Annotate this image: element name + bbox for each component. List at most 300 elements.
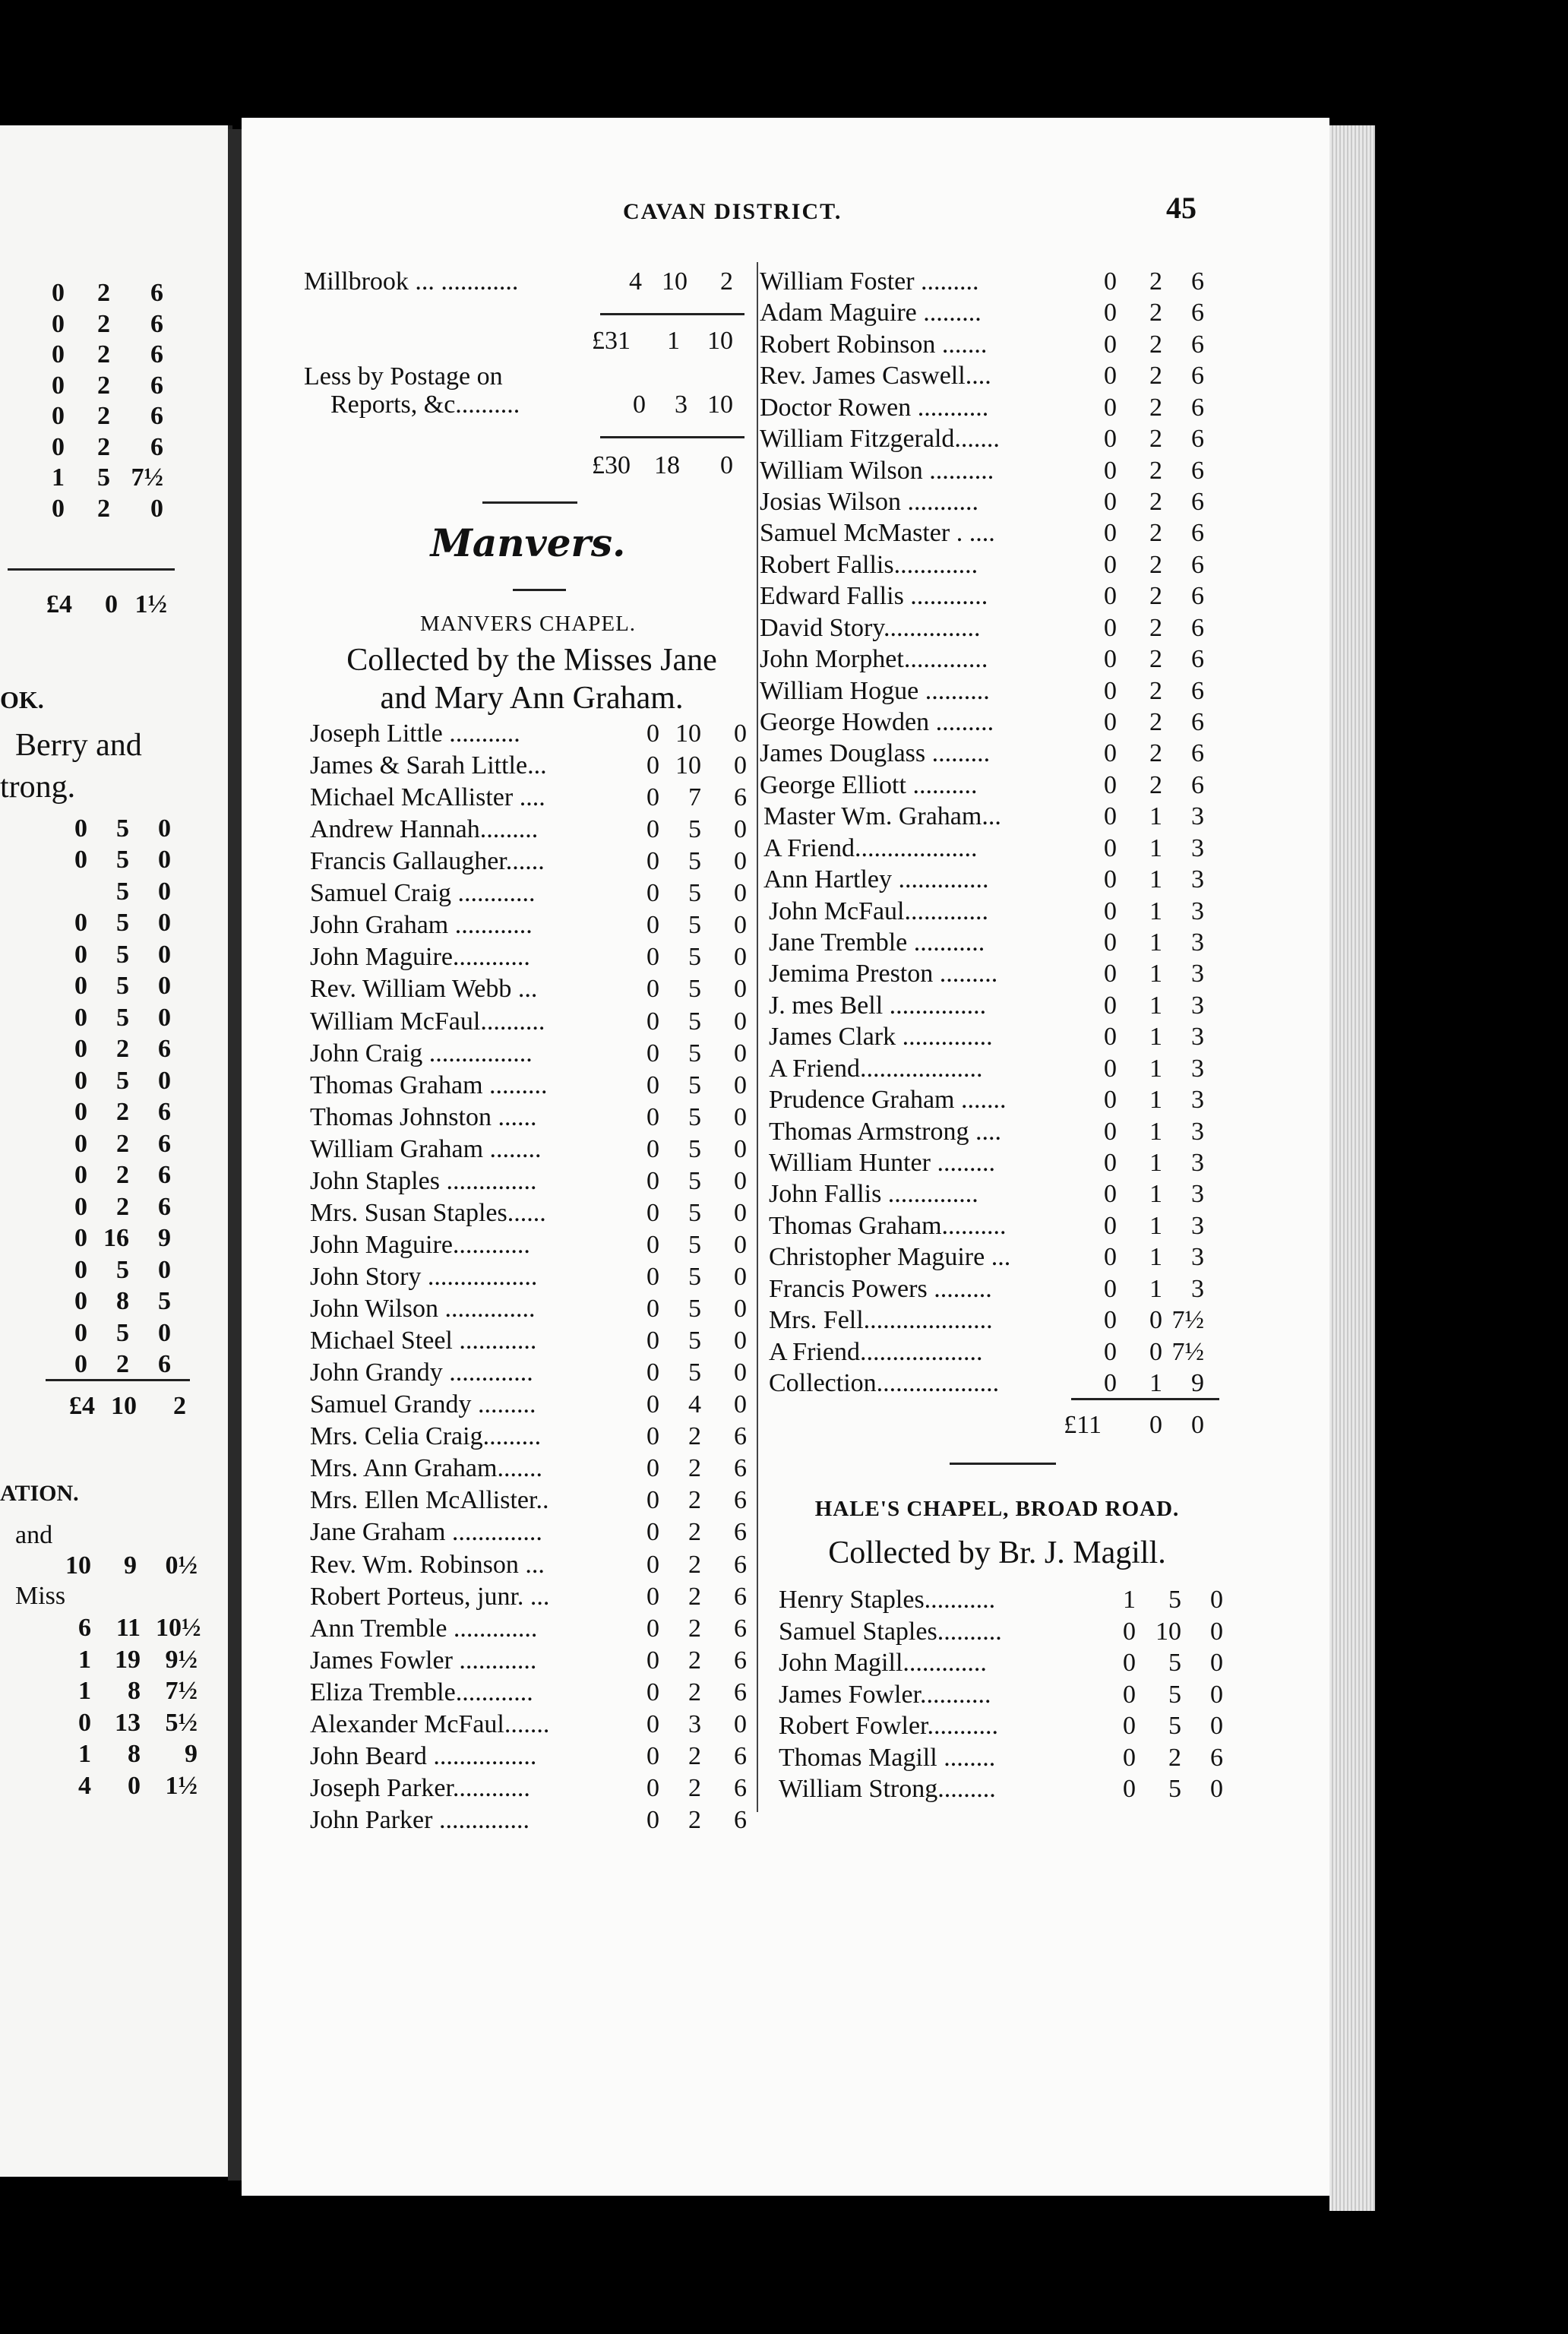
rule xyxy=(8,568,175,571)
amount: 0 xyxy=(1104,488,1117,516)
ledger-row xyxy=(760,517,1227,549)
amount: 0 xyxy=(646,1071,659,1099)
amount: 5 xyxy=(688,1102,701,1131)
ledger-row xyxy=(0,589,228,621)
ledger-row xyxy=(779,1679,1227,1711)
amount: 0 xyxy=(74,1255,87,1284)
amount: 0 xyxy=(646,847,659,876)
amount: 10 xyxy=(707,391,733,419)
ledger-row xyxy=(310,1677,758,1709)
amount: 0 xyxy=(734,1102,747,1131)
amount: 5 xyxy=(158,1287,171,1316)
amount: 0 xyxy=(646,1678,659,1706)
ledger-row xyxy=(769,1305,1227,1336)
amount: 0 xyxy=(52,309,65,338)
amount: 0 xyxy=(1123,1775,1136,1803)
entry-name: William Hogue .......... xyxy=(760,676,990,705)
entry-name: Rev. Wm. Robinson ... xyxy=(310,1550,545,1579)
amount: 0 xyxy=(74,1318,87,1347)
ledger-row xyxy=(0,1770,228,1802)
amount: 0 xyxy=(1210,1617,1223,1646)
entry-name: Joseph Parker............ xyxy=(310,1773,530,1802)
amount: 0 xyxy=(646,1039,659,1067)
entry-name: Thomas Graham.......... xyxy=(769,1211,1007,1240)
amount: 4 xyxy=(78,1771,91,1800)
amount: 0 xyxy=(1149,1337,1162,1366)
entry-name: Samuel Craig ............ xyxy=(310,879,536,908)
amount: 1 xyxy=(667,327,680,355)
amount: 5 xyxy=(1168,1775,1181,1803)
amount: 2 xyxy=(1149,676,1162,705)
amount: 10 xyxy=(111,1392,137,1420)
amount: 6 xyxy=(734,1550,747,1579)
amount: 3 xyxy=(1191,802,1204,831)
amount: 2 xyxy=(688,1582,701,1611)
ledger-row xyxy=(310,1357,758,1389)
entry-name: Thomas Johnston ...... xyxy=(310,1102,537,1131)
amount: 6 xyxy=(1191,362,1204,391)
entry-name: Mrs. Ellen McAllister.. xyxy=(310,1486,549,1515)
ledger-row xyxy=(769,1273,1227,1305)
amount: 5 xyxy=(688,879,701,908)
amount: 6 xyxy=(1191,739,1204,768)
amount: 3 xyxy=(1191,833,1204,862)
entry-name: Adam Maguire ......... xyxy=(760,299,982,327)
amount: 7½ xyxy=(1171,1337,1204,1366)
entry-name: William Fitzgerald....... xyxy=(760,425,1000,454)
amount: 10 xyxy=(1155,1617,1181,1646)
entry-name: John Story ................. xyxy=(310,1263,538,1291)
amount: 0 xyxy=(734,1327,747,1355)
amount: 2 xyxy=(1149,456,1162,485)
section-heading: Manvers. xyxy=(430,520,626,565)
amount: 0 xyxy=(52,340,65,368)
amount: 0 xyxy=(1104,833,1117,862)
amount: 0 xyxy=(1123,1712,1136,1740)
amount: 5 xyxy=(116,1066,129,1095)
amount: 0 xyxy=(646,751,659,780)
entry-name: Prudence Graham ....... xyxy=(769,1086,1007,1115)
amount: 10 xyxy=(675,751,701,780)
ledger-row xyxy=(769,1116,1227,1148)
amount: 0 xyxy=(74,972,87,1001)
amount: 2 xyxy=(1149,425,1162,454)
amount: 0 xyxy=(1104,645,1117,674)
amount: 0 xyxy=(646,1646,659,1675)
entry-name: Rev. William Webb ... xyxy=(310,975,538,1004)
amount: 19 xyxy=(115,1645,141,1674)
entry-name: J. mes Bell ............... xyxy=(769,991,987,1020)
amount: 9 xyxy=(158,1224,171,1253)
amount: 0 xyxy=(646,1741,659,1770)
entry-name: George Howden ......... xyxy=(760,708,994,736)
page-stack-edge xyxy=(1329,125,1375,2211)
ledger-row xyxy=(760,266,1227,298)
amount: 1 xyxy=(1149,1180,1162,1209)
amount: 0 xyxy=(158,1066,171,1095)
amount: 5 xyxy=(116,972,129,1001)
ledger-row xyxy=(310,1197,758,1229)
amount: 2 xyxy=(116,1035,129,1064)
ledger-row xyxy=(310,1134,758,1165)
amount: £4 xyxy=(46,590,72,618)
amount: 3 xyxy=(1191,960,1204,988)
amount: 0 xyxy=(646,815,659,844)
ledger-row xyxy=(760,549,1227,581)
amount: 0 xyxy=(646,943,659,972)
amount: 0 xyxy=(1104,393,1117,422)
amount: 0 xyxy=(1210,1649,1223,1677)
ledger-row xyxy=(779,1742,1227,1774)
ledger-row xyxy=(769,1178,1227,1210)
rule xyxy=(600,313,744,315)
ledger-row xyxy=(0,1128,228,1160)
ledger-row xyxy=(310,846,758,878)
amount: 3 xyxy=(1191,1180,1204,1209)
amount: 5 xyxy=(688,975,701,1004)
ledger-row xyxy=(310,1549,758,1581)
rule xyxy=(482,501,577,504)
amount: 5 xyxy=(1168,1649,1181,1677)
entry-name: Francis Powers ......... xyxy=(769,1274,992,1303)
ledger-row xyxy=(760,1409,1227,1441)
amount: 4 xyxy=(688,1390,701,1419)
amount: 0 xyxy=(128,1771,141,1800)
amount: 0 xyxy=(646,783,659,812)
amount: 0 xyxy=(734,751,747,780)
amount: 0 xyxy=(1104,897,1117,925)
amount: 2 xyxy=(688,1454,701,1483)
amount: 0 xyxy=(1104,1023,1117,1052)
amount: 0 xyxy=(74,846,87,874)
entry-name: Samuel McMaster . .... xyxy=(760,519,995,548)
entry-name: Thomas Magill ........ xyxy=(779,1743,996,1772)
entry-name: Michael McAllister .... xyxy=(310,783,545,812)
amount: 5 xyxy=(688,1134,701,1163)
amount: 5½ xyxy=(165,1708,198,1737)
ledger-row xyxy=(0,876,228,908)
ledger-row xyxy=(310,1325,758,1357)
amount: 2 xyxy=(116,1129,129,1158)
amount: 2 xyxy=(688,1486,701,1515)
entry-name: Doctor Rowen ........... xyxy=(760,393,989,422)
amount: 0 xyxy=(1104,425,1117,454)
ledger-row xyxy=(310,1070,758,1102)
ledger-row xyxy=(0,462,228,494)
entry-name: John Maguire............ xyxy=(310,943,530,972)
entry-name: A Friend................... xyxy=(763,833,978,862)
amount: 0 xyxy=(1104,1243,1117,1272)
ledger-row xyxy=(0,1191,228,1223)
amount: 9 xyxy=(185,1740,198,1768)
amount: 0 xyxy=(1104,676,1117,705)
amount: 2 xyxy=(1168,1743,1181,1772)
amount: 0 xyxy=(1104,770,1117,799)
amount: 0 xyxy=(734,1039,747,1067)
amount: 3 xyxy=(1191,991,1204,1020)
entry-name: Alexander McFaul....... xyxy=(310,1709,550,1738)
fragment: ATION. xyxy=(0,1481,79,1506)
amount: 5 xyxy=(116,814,129,843)
amount: 6 xyxy=(158,1035,171,1064)
entry-name: Mrs. Susan Staples...... xyxy=(310,1198,546,1227)
amount: 5 xyxy=(688,1263,701,1291)
ledger-row xyxy=(304,266,752,298)
entry-name: James Douglass ......... xyxy=(760,739,991,768)
ledger-row xyxy=(760,360,1227,392)
amount: 0 xyxy=(1104,582,1117,611)
entry-name: Jane Tremble ........... xyxy=(769,928,985,957)
amount: 0 xyxy=(74,1035,87,1064)
amount: 0 xyxy=(646,1773,659,1802)
amount: 2 xyxy=(1149,299,1162,327)
ledger-row xyxy=(769,1210,1227,1242)
entry-name: James Fowler ............ xyxy=(310,1646,537,1675)
entry-name: A Friend................... xyxy=(769,1054,983,1083)
amount: 6 xyxy=(1191,770,1204,799)
ledger-row xyxy=(310,1773,758,1804)
amount: 2 xyxy=(97,340,110,368)
amount: 0 xyxy=(734,1071,747,1099)
entry-name: Mrs. Ann Graham....... xyxy=(310,1454,542,1483)
amount: 0 xyxy=(1104,362,1117,391)
amount: 6 xyxy=(734,1741,747,1770)
amount: 0 xyxy=(1210,1586,1223,1614)
rule xyxy=(950,1463,1056,1465)
amount: 0 xyxy=(74,1098,87,1127)
amount: 6 xyxy=(734,1582,747,1611)
amount: 3 xyxy=(1191,1117,1204,1146)
ledger-row xyxy=(310,1389,758,1421)
amount: 0 xyxy=(1104,1337,1117,1366)
amount: 0 xyxy=(734,911,747,940)
amount: 0 xyxy=(646,1550,659,1579)
rule xyxy=(600,436,744,438)
entry-name: John Beard ................ xyxy=(310,1741,537,1770)
amount: 0 xyxy=(734,943,747,972)
ledger-row xyxy=(310,1453,758,1485)
ledger-row xyxy=(310,1645,758,1677)
amount: 1 xyxy=(1149,991,1162,1020)
ledger-row xyxy=(0,1317,228,1349)
amount: 0 xyxy=(1123,1617,1136,1646)
amount: 5 xyxy=(1168,1680,1181,1709)
ledger-row xyxy=(769,896,1227,928)
ledger-row xyxy=(310,1741,758,1773)
amount: 0 xyxy=(646,1518,659,1547)
amount: 0 xyxy=(734,847,747,876)
entry-name: Rev. James Caswell.... xyxy=(760,362,991,391)
ledger-row xyxy=(0,1612,228,1644)
ledger-row xyxy=(310,1613,758,1645)
amount: 3 xyxy=(1191,1243,1204,1272)
amount: 0 xyxy=(74,1129,87,1158)
amount: 0 xyxy=(1149,1411,1162,1439)
amount: 10 xyxy=(65,1551,91,1580)
amount: 10 xyxy=(662,267,688,296)
amount: 0 xyxy=(74,814,87,843)
entry-name: William Wilson .......... xyxy=(760,456,994,485)
amount: 0 xyxy=(646,1582,659,1611)
entry-name: John Grandy ............. xyxy=(310,1358,533,1387)
amount: 9½ xyxy=(165,1645,198,1674)
fragment: OK. xyxy=(0,686,44,713)
amount: 6 xyxy=(1191,676,1204,705)
entry-name: John Wilson .............. xyxy=(310,1295,536,1324)
entry-name: Josias Wilson ........... xyxy=(760,488,978,516)
ledger-row xyxy=(760,612,1227,644)
ledger-row xyxy=(310,1102,758,1134)
ledger-row xyxy=(779,1710,1227,1742)
amount: 0 xyxy=(150,494,163,523)
ledger-row xyxy=(760,329,1227,361)
amount: 0 xyxy=(1210,1680,1223,1709)
amount: 6 xyxy=(734,1678,747,1706)
amount: 3 xyxy=(1191,1086,1204,1115)
amount: 1 xyxy=(1149,1117,1162,1146)
amount: 3 xyxy=(1191,1023,1204,1052)
rule xyxy=(46,1379,190,1381)
amount: 6 xyxy=(734,1454,747,1483)
ledger-row xyxy=(0,493,228,525)
amount: 1 xyxy=(1149,1243,1162,1272)
amount: 5 xyxy=(688,1358,701,1387)
amount: 0 xyxy=(1104,865,1117,894)
entry-name: Francis Gallaugher...... xyxy=(310,847,545,876)
amount: 0 xyxy=(734,879,747,908)
ledger-row xyxy=(0,1033,228,1065)
amount: 6 xyxy=(158,1098,171,1127)
amount: 6 xyxy=(1191,267,1204,296)
amount: 0 xyxy=(52,494,65,523)
amount: 3 xyxy=(1191,1274,1204,1303)
amount: 0 xyxy=(720,451,733,479)
ledger-row xyxy=(769,1368,1227,1399)
amount: 10 xyxy=(707,327,733,355)
amount: 2 xyxy=(116,1350,129,1378)
ledger-row xyxy=(0,1286,228,1317)
amount: 2 xyxy=(1149,770,1162,799)
amount: 0 xyxy=(646,1709,659,1738)
amount: 8 xyxy=(128,1677,141,1705)
amount: 0 xyxy=(633,391,646,419)
amount: 1 xyxy=(1149,1086,1162,1115)
fragment: Berry and xyxy=(15,728,142,763)
ledger-row xyxy=(769,990,1227,1022)
amount: 3 xyxy=(1191,1211,1204,1240)
amount: 6 xyxy=(1191,613,1204,642)
entry-name: Samuel Grandy ......... xyxy=(310,1390,536,1419)
amount: 0 xyxy=(158,1318,171,1347)
amount: 8 xyxy=(128,1740,141,1768)
amount: 0 xyxy=(646,1454,659,1483)
amount: 6 xyxy=(1210,1743,1223,1772)
amount: 0 xyxy=(1104,739,1117,768)
amount: 5 xyxy=(116,940,129,969)
amount: 3 xyxy=(1191,1149,1204,1177)
amount: 1 xyxy=(1149,1149,1162,1177)
entry-name: William Hunter ......... xyxy=(769,1149,995,1177)
amount: 0 xyxy=(1104,550,1117,579)
entry-name: Collection................... xyxy=(769,1369,1000,1397)
amount: 2 xyxy=(688,1806,701,1834)
amount: 6 xyxy=(734,1422,747,1451)
ledger-row xyxy=(0,1096,228,1128)
amount: 0 xyxy=(734,975,747,1004)
amount: 5 xyxy=(688,1166,701,1195)
entry-name: James & Sarah Little... xyxy=(310,751,547,780)
amount: 5 xyxy=(116,846,129,874)
entry-name: John McFaul............. xyxy=(769,897,988,925)
amount: 6 xyxy=(150,402,163,430)
entry-name: Samuel Staples.......... xyxy=(779,1617,1002,1646)
entry-name: George Elliott .......... xyxy=(760,770,978,799)
entry-name: Andrew Hannah......... xyxy=(310,815,539,844)
amount: 0 xyxy=(734,1134,747,1163)
amount: 0 xyxy=(52,402,65,430)
chapel-title: MANVERS CHAPEL. xyxy=(419,612,637,636)
amount: 5 xyxy=(116,877,129,906)
amount: 0 xyxy=(1104,991,1117,1020)
amount: 2 xyxy=(688,1646,701,1675)
ledger-row xyxy=(310,1421,758,1453)
amount: 5 xyxy=(116,1255,129,1284)
amount: 5 xyxy=(688,815,701,844)
amount: 2 xyxy=(97,371,110,400)
amount: 5 xyxy=(116,909,129,938)
amount: 7½ xyxy=(1171,1306,1204,1335)
ledger-row xyxy=(310,750,758,782)
ledger-row xyxy=(760,644,1227,675)
ledger-row xyxy=(0,400,228,432)
amount: 0 xyxy=(52,432,65,461)
amount: 1 xyxy=(1149,1023,1162,1052)
entry-name: Jane Graham .............. xyxy=(310,1518,542,1547)
entry-name: John Magill............. xyxy=(779,1649,987,1677)
amount: 0 xyxy=(74,1161,87,1190)
rule xyxy=(1071,1398,1219,1400)
fragment: Miss xyxy=(15,1582,66,1610)
amount: 6 xyxy=(734,1518,747,1547)
amount: 0 xyxy=(1149,1306,1162,1335)
amount: 6 xyxy=(150,279,163,307)
amount: 1½ xyxy=(165,1771,198,1800)
amount: 2 xyxy=(688,1741,701,1770)
entry-name: Millbrook ... ............ xyxy=(304,267,519,296)
amount: £31 xyxy=(592,327,631,355)
amount: 0 xyxy=(646,719,659,748)
amount: 0 xyxy=(1123,1743,1136,1772)
ledger-row xyxy=(769,958,1227,990)
amount: 0 xyxy=(74,940,87,969)
entry-name: James Clark .............. xyxy=(769,1023,993,1052)
ledger-row xyxy=(0,1349,228,1380)
ledger-row xyxy=(310,814,758,846)
amount: 0 xyxy=(1104,613,1117,642)
amount: 0 xyxy=(1104,519,1117,548)
entry-name: Michael Steel ............ xyxy=(310,1327,537,1355)
ledger-row xyxy=(0,813,228,845)
amount: 7½ xyxy=(165,1677,198,1705)
ledger-row xyxy=(0,1390,228,1422)
ledger-row xyxy=(763,833,1227,865)
amount: 0 xyxy=(1123,1649,1136,1677)
amount: 2 xyxy=(97,432,110,461)
ledger-row xyxy=(769,1241,1227,1273)
ledger-row xyxy=(0,1675,228,1707)
amount: 0 xyxy=(1123,1680,1136,1709)
amount: 6 xyxy=(150,340,163,368)
